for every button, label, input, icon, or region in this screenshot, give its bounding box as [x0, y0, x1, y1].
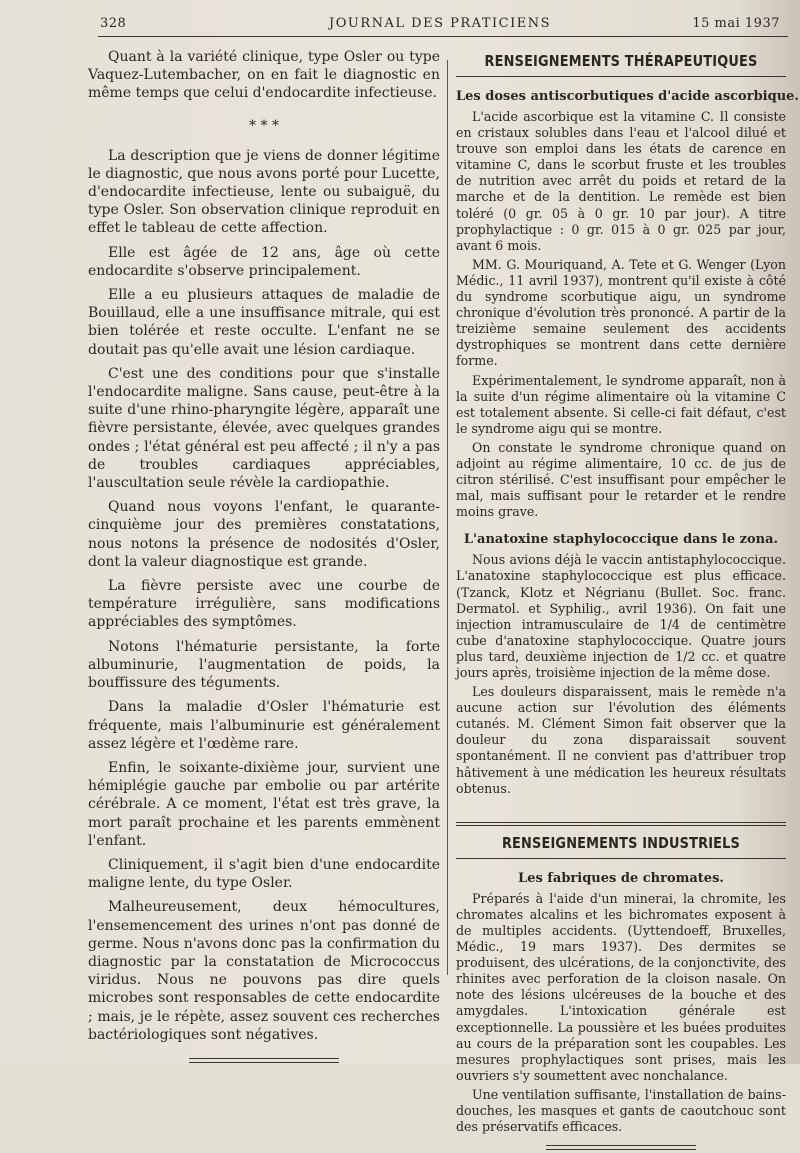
paragraph: Préparés à l'aide d'un minerai, la chromite, les chromates alcalins et les bichromates exposent à de multiples accidents. (Uyttendoeff, Bruxelles, Médic., 19 mars 1937). Des dermites se produisent, des ulcérations, de la conjonctivite, des rhinites avec perforation de la cloison nasale. On note des lésions ulcéreuses de la bouche et des amygdales. L'intoxication générale est exceptionnelle. La poussière et les buées produites au cours de la préparation sont les coupables. Les mesures prophylactiques sont prises, mais les ouvriers s'y soumettent avec nonchalance.: [456, 890, 786, 1083]
paragraph: Dans la maladie d'Osler l'hématurie est fréquente, mais l'albuminurie est généralement assez légère et l'œdème rare.: [88, 699, 440, 752]
paragraph: Cliniquement, il s'agit bien d'une endocardite maligne lente, du type Osler.: [88, 856, 440, 892]
paragraph: La description que je viens de donner légitime le diagnostic, que nous avons porté pour Lucette, d'endocardite infectieuse, lente ou subaiguë, du type Osler. Son observation clinique reproduit en effet le tableau de cette affection.: [88, 147, 441, 237]
article-title-zona: L'anatoxine staphylococcique dans le zona.: [463, 532, 779, 548]
paragraph: MM. G. Mouriquand, A. Tete et G. Wenger (Lyon Médic., 11 avril 1937), montrent qu'il existe à côté du syndrome scorbutique aigu, un syndrome chronique d'évolution très prononcé. A partir de la treizième semaine seulement des accidents dystrophiques se montrent dans cette dernière forme.: [456, 256, 786, 369]
paragraph: Quand nous voyons l'enfant, le quarante-cinquième jour des premières constatations, nous notons la présence de nodosités d'Osler, dont la valeur diagnostique est grande.: [88, 499, 440, 570]
section-title-industriels: RENSEIGNEMENTS INDUSTRIELS: [501, 833, 741, 852]
section-rule: [456, 858, 786, 859]
paragraph: Quant à la variété clinique, type Osler ou type Vaquez-Lutembacher, on en fait le diagnostic en même temps que celui d'endocardite infectieuse.: [88, 49, 440, 102]
running-header: [100, 14, 780, 34]
header-rule: [98, 36, 788, 37]
paragraph: Malheureusement, deux hémocultures, l'ensemencement des urines n'ont pas donné de germe. Nous n'avons donc pas la confirmation du diagnostic par la constatation de Micrococcus viridus. Nous ne pouvons pas dire quels microbes sont responsables de cette endocardite ; mais, je le répète, assez souvent ces recherches bactériologiques sont négatives.: [88, 899, 440, 1043]
paragraph: Notons l'hématurie persistante, la forte albuminurie, l'augmentation de poids, la bouffissure des téguments.: [88, 638, 440, 692]
article-title-ascorbique: Les doses antiscorbutiques d'acide ascorbique.: [456, 89, 799, 104]
journal-title: JOURNAL DES PRATICIENS: [329, 16, 551, 31]
issue-date: 15 mai 1937: [692, 16, 780, 31]
section-rule: [456, 76, 786, 77]
paragraph: Elle a eu plusieurs attaques de maladie de Bouillaud, elle a une insuffisance mitrale, qui est bien tolérée et reste occulte. L'enfant ne se doutait pas qu'elle avait une lésion cardiaque.: [88, 287, 440, 358]
page-number: 328: [100, 16, 127, 31]
paragraph: La fièvre persiste avec une courbe de température irrégulière, sans modifications appréciables des symptômes.: [88, 578, 440, 631]
paragraph: Une ventilation suffisante, l'installation de bains-douches, les masques et gants de caoutchouc sont des préservatifs efficaces.: [456, 1086, 786, 1135]
end-rule: [546, 1145, 696, 1150]
column-divider: [447, 60, 448, 975]
section-separator: * * *: [249, 117, 279, 134]
end-rule: [189, 1058, 339, 1063]
paragraph: Les douleurs disparaissent, mais le remède n'a aucune action sur l'évolution des éléments cutanés. M. Clément Simon fait observer que la douleur du zona disparaissait souvent spontanément. Il ne convient pas d'attribuer trop hâtivement à une médication les heureux résultats obtenus.: [456, 684, 786, 796]
paragraph: Enfin, le soixante-dixième jour, survient une hémiplégie gauche par embolie ou par artérite cérébrale. A ce moment, l'état est très grave, la mort paraît prochaine et les parents emmènent l'enfant.: [88, 759, 440, 849]
section-title-therapeutiques: RENSEIGNEMENTS THÉRAPEUTIQUES: [484, 52, 758, 70]
right-column: [456, 52, 799, 1153]
paragraph: L'acide ascorbique est la vitamine C. Il consiste en cristaux solubles dans l'eau et l'alcool dilué et trouve son emploi dans les états de carence en vitamine C, dans le scorbut fruste et les troubles de nutrition avec arrêt du poids et retard de la marche et de la dentition. Le remède est bien toléré (0 gr. 05 à 0 gr. 10 par jour). A titre prophylactique : 0 gr. 015 à 0 gr. 025 par jour, avant 6 mois.: [456, 109, 786, 253]
paragraph: Elle est âgée de 12 ans, âge où cette endocardite s'observe principalement.: [88, 244, 440, 279]
paragraph: On constate le syndrome chronique quand on adjoint au régime alimentaire, 10 cc. de jus de citron stérilisé. C'est insuffisant pour empêcher le mal, mais suffisant pour le retarder et le rendre moins grave.: [456, 439, 786, 520]
article-title-chromates: Les fabriques de chromates.: [518, 870, 724, 886]
left-column: [88, 48, 440, 1066]
paragraph: C'est une des conditions pour que s'installe l'endocardite maligne. Sans cause, peut-être à la suite d'une rhino-pharyngite légère, apparaît une fièvre persistante, élevée, avec quelques grandes ondes ; l'état général est peu affecté ; il n'y a pas de troubles cardiaques appréciables, l'auscultation seule révèle la cardiopathie.: [88, 365, 440, 492]
paragraph: Expérimentalement, le syndrome apparaît, non à la suite d'un régime alimentaire où la vitamine C est totalement absente. Si celle-ci fait défaut, c'est le syndrome aigu qui se montre.: [456, 372, 786, 436]
section-rule: [456, 822, 786, 826]
paragraph: Nous avions déjà le vaccin antistaphylococcique. L'anatoxine staphylococcique est plus efficace. (Tzanck, Klotz et Négrianu (Bullet. Soc. franc. Dermatol. et Syphilig., avril 1936). On fait une injection intramusculaire de 1/4 de centimètre cube d'anatoxine staphylococcique. Quatre jours plus tard, deuxième injection de 1/2 cc. et quatre jours après, troisième injection de la même dose.: [456, 552, 786, 680]
